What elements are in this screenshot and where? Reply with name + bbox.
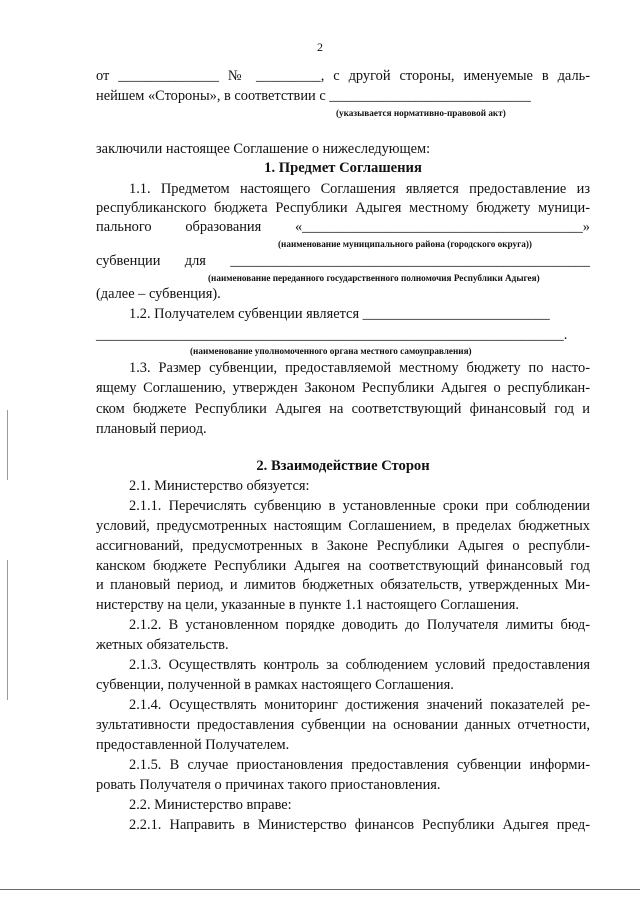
scan-edge [7, 410, 8, 480]
page-number: 2 [317, 40, 323, 54]
text-line: 2.1.3. Осуществлять контроль за соблюдением условий предоставления [129, 657, 590, 673]
text-line: (далее – субвенция). [96, 286, 221, 302]
text-line: 1.3. Размер субвенции, предоставляемой местному бюджету по насто- [129, 360, 590, 376]
text-line: и плановый период, и лимитов бюджетных обязательств, утвержденных Ми- [96, 577, 590, 593]
field-caption: (наименование переданного государственного полномочия Республики Адыгея) [208, 273, 540, 283]
text-line: 2.1.1. Перечислять субвенцию в установленные сроки при соблюдении [129, 498, 590, 514]
scan-edge [7, 560, 8, 700]
field-caption: (наименование уполномоченного органа местного самоуправления) [190, 346, 472, 356]
text-line: субвенции для __________________________________________________ [96, 253, 590, 269]
text-line: 2.1.5. В случае приостановления предоставления субвенции информи- [129, 757, 590, 773]
text-line: жетных обязательств. [96, 637, 229, 653]
text-line: 2.2. Министерство вправе: [129, 797, 292, 813]
section-heading: 2. Взаимодействие Сторон [256, 458, 430, 474]
field-caption: (наименование муниципального района (городского округа)) [278, 239, 532, 249]
text-line: нистерству на цели, указанные в пункте 1.1 настоящего Соглашения. [96, 597, 519, 613]
text-line: плановый период. [96, 421, 207, 437]
text-line: 2.1.4. Осуществлять мониторинг достижения значений показателей ре- [129, 697, 590, 713]
text-line: субвенции, полученной в рамках настоящего Соглашения. [96, 677, 454, 693]
text-line: 2.1. Министерство обязуется: [129, 478, 310, 494]
text-line: ровать Получателя о причинах такого приостановления. [96, 777, 441, 793]
text-line: 2.1.2. В установленном порядке доводить до Получателя лимиты бюд- [129, 617, 590, 633]
text-line: ассигнований, предусмотренных в Законе Республики Адыгея о республи- [96, 538, 590, 554]
text-line: канском бюджете Республики Адыгея на соответствующий финансовый год [96, 558, 590, 574]
text-line: пального образования «_______________________________________» [96, 219, 590, 235]
text-line: от ______________ № _________, с другой стороны, именуемые в даль- [96, 68, 590, 84]
field-caption: (указывается нормативно-правовой акт) [336, 108, 506, 118]
scan-bottom-edge [0, 889, 640, 890]
text-line: заключили настоящее Соглашение о нижеследующем: [96, 141, 431, 157]
text-line: _________________________________________________________________. [96, 327, 568, 343]
text-line: 1.1. Предметом настоящего Соглашения является предоставление из [129, 181, 590, 197]
text-line: 2.2.1. Направить в Министерство финансов Республики Адыгея пред- [129, 817, 590, 833]
text-line: ящему Соглашению, утвержден Законом Республики Адыгея о республикан- [96, 380, 590, 396]
text-line: условий, предусмотренных настоящим Соглашением, в пределах бюджетных [96, 518, 590, 534]
text-line: нейшем «Стороны», в соответствии с ____________________________ [96, 88, 531, 104]
text-line: республиканского бюджета Республики Адыгея местному бюджету муници- [96, 200, 590, 216]
text-line: предоставленной Получателем. [96, 737, 290, 753]
text-line: ском бюджете Республики Адыгея на соответствующий финансовый год и [96, 401, 590, 417]
text-line: 1.2. Получателем субвенции является __________________________ [129, 306, 550, 322]
text-line: зультативности предоставления субвенции на основании данных отчетности, [96, 717, 590, 733]
section-heading: 1. Предмет Соглашения [264, 160, 422, 176]
